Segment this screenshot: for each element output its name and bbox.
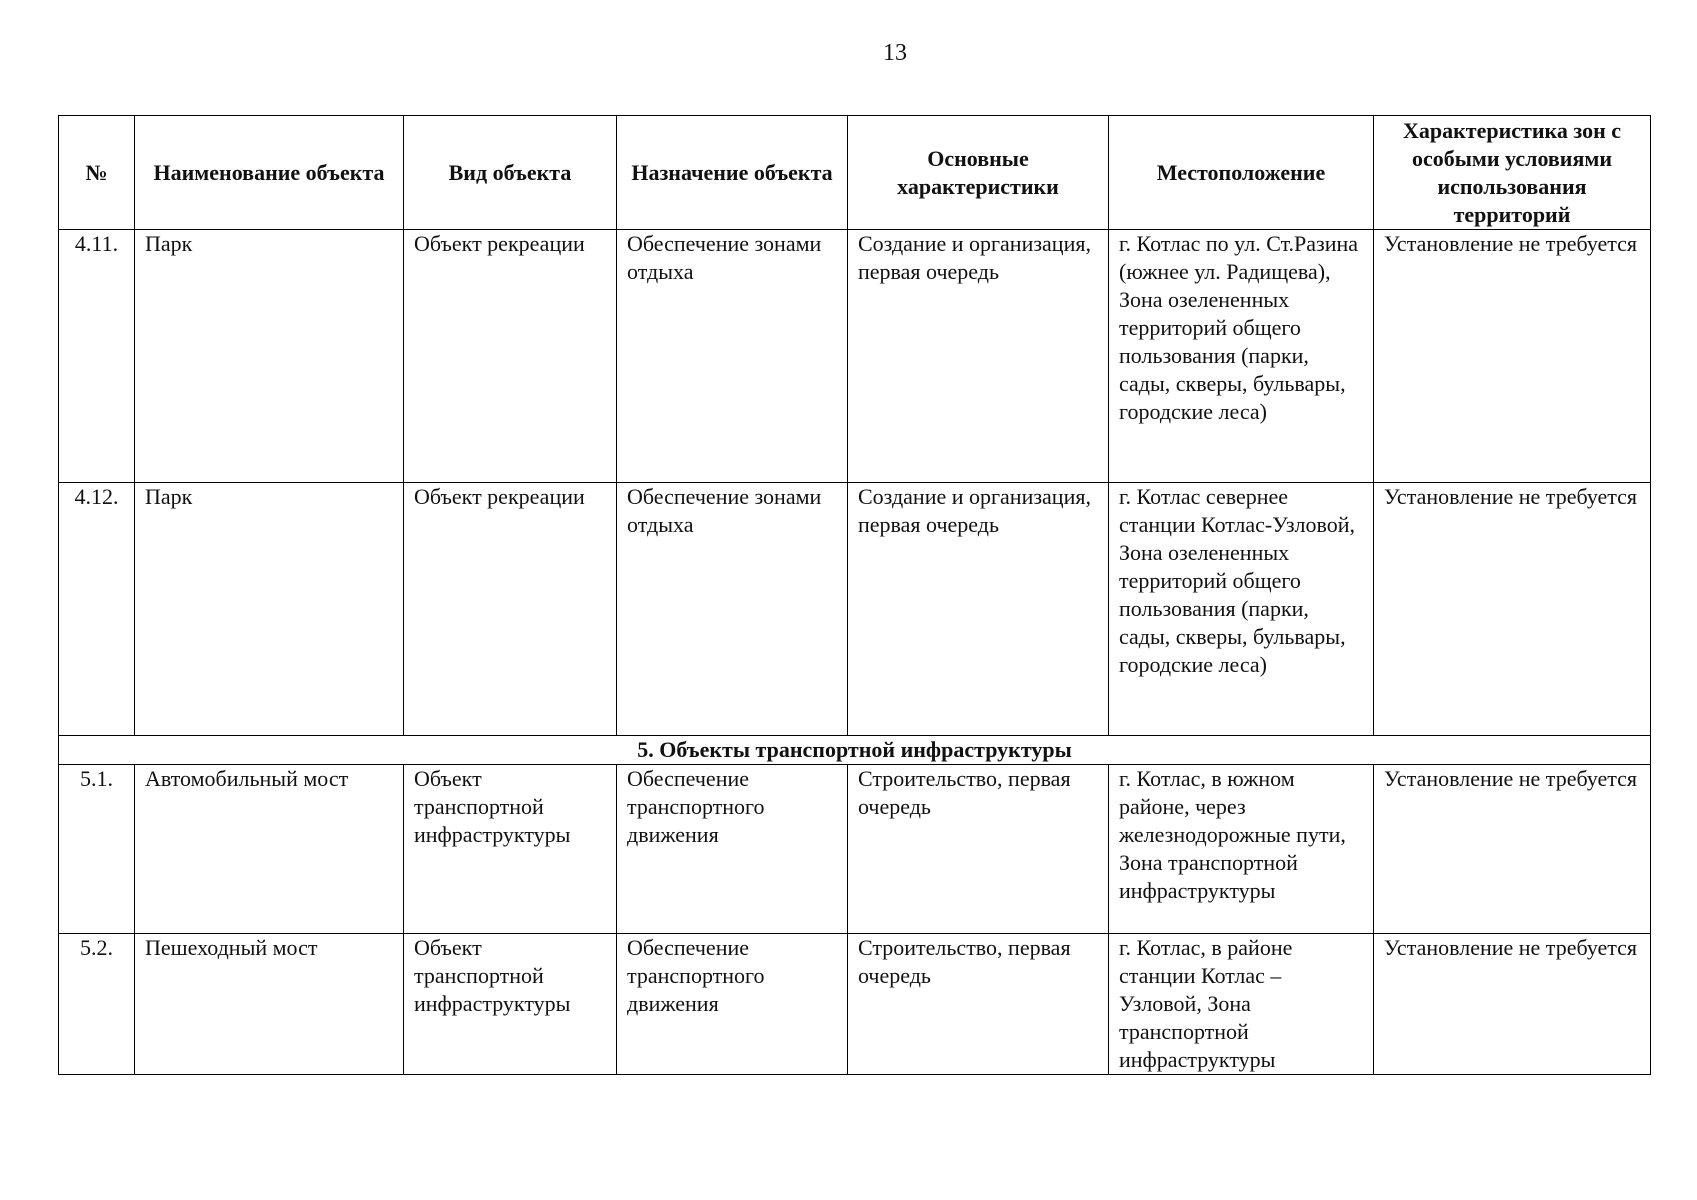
cell-object-purpose: Обеспечение транспортного движения	[617, 765, 848, 934]
objects-table	[58, 115, 1651, 1075]
header-special-zones: Характеристика зон с особыми условиями использования территорий	[1374, 116, 1651, 230]
section-title: 5. Объекты транспортной инфраструктуры	[59, 736, 1651, 765]
table-header-row	[59, 116, 1651, 230]
header-object-purpose: Назначение объекта	[617, 116, 848, 230]
cell-number: 4.11.	[59, 230, 135, 483]
cell-object-name: Пешеходный мост	[135, 934, 404, 1075]
table-row	[59, 934, 1651, 1075]
cell-object-kind: Объект транспортной инфраструктуры	[404, 934, 617, 1075]
cell-object-purpose: Обеспечение зонами отдыха	[617, 483, 848, 736]
cell-special-zones: Установление не требуется	[1374, 765, 1651, 934]
header-characteristics: Основные характеристики	[848, 116, 1109, 230]
cell-characteristics: Строительство, первая очередь	[848, 934, 1109, 1075]
page-number: 13	[883, 40, 907, 66]
cell-location: г. Котлас, в южном районе, через железнодорожные пути, Зона транспортной инфраструктуры	[1109, 765, 1374, 934]
cell-special-zones: Установление не требуется	[1374, 230, 1651, 483]
cell-special-zones: Установление не требуется	[1374, 483, 1651, 736]
header-object-kind: Вид объекта	[404, 116, 617, 230]
section-row	[59, 736, 1651, 765]
cell-object-name: Парк	[135, 483, 404, 736]
cell-number: 5.2.	[59, 934, 135, 1075]
cell-object-purpose: Обеспечение транспортного движения	[617, 934, 848, 1075]
cell-object-name: Автомобильный мост	[135, 765, 404, 934]
table-row	[59, 483, 1651, 736]
cell-object-purpose: Обеспечение зонами отдыха	[617, 230, 848, 483]
header-number: №	[59, 116, 135, 230]
cell-number: 4.12.	[59, 483, 135, 736]
cell-characteristics: Строительство, первая очередь	[848, 765, 1109, 934]
cell-object-kind: Объект рекреации	[404, 230, 617, 483]
cell-object-name: Парк	[135, 230, 404, 483]
cell-object-kind: Объект транспортной инфраструктуры	[404, 765, 617, 934]
cell-characteristics: Создание и организация, первая очередь	[848, 230, 1109, 483]
cell-location: г. Котлас севернее станции Котлас-Узловой, Зона озелененных территорий общего пользования (парки, сады, скверы, бульвары, городские леса)	[1109, 483, 1374, 736]
table-row	[59, 765, 1651, 934]
cell-location: г. Котлас, в районе станции Котлас – Узловой, Зона транспортной инфраструктуры	[1109, 934, 1374, 1075]
cell-location: г. Котлас по ул. Ст.Разина (южнее ул. Радищева), Зона озелененных территорий общего пользования (парки, сады, скверы, бульвары, городские леса)	[1109, 230, 1374, 483]
cell-number: 5.1.	[59, 765, 135, 934]
table-row	[59, 230, 1651, 483]
cell-special-zones: Установление не требуется	[1374, 934, 1651, 1075]
cell-object-kind: Объект рекреации	[404, 483, 617, 736]
header-object-name: Наименование объекта	[135, 116, 404, 230]
header-location: Местоположение	[1109, 116, 1374, 230]
cell-characteristics: Создание и организация, первая очередь	[848, 483, 1109, 736]
